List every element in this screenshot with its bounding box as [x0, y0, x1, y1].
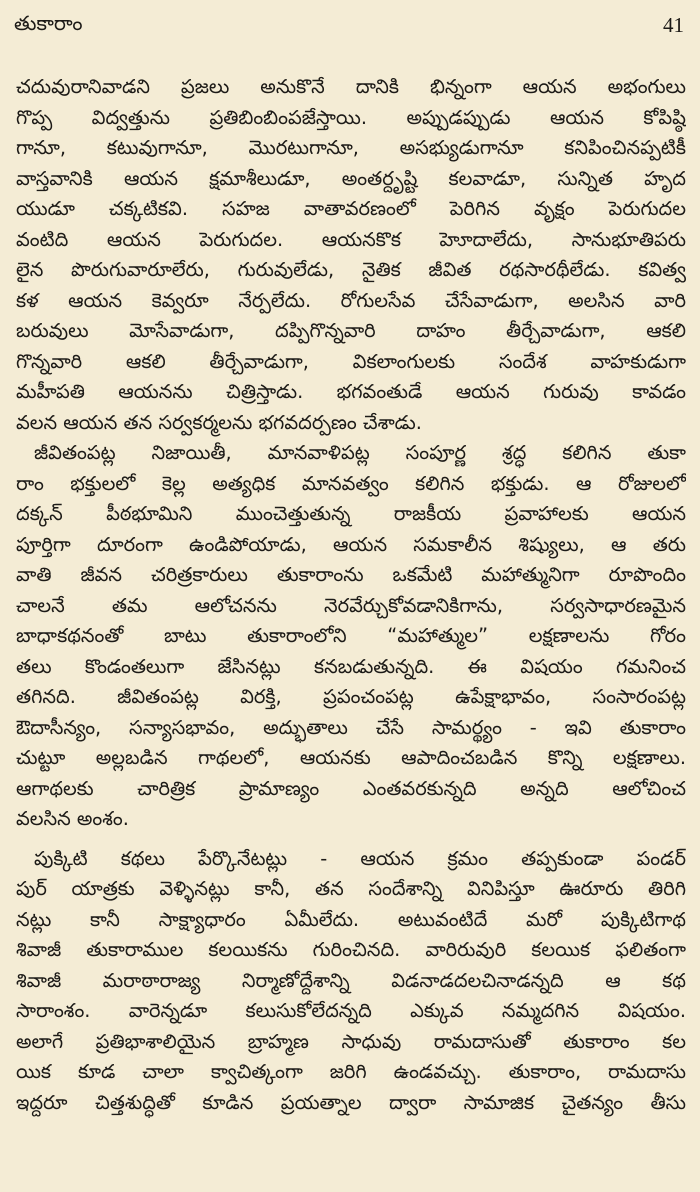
text-line: నట్లు కానీ సాక్ష్యాధారం ఏమీలేదు. అటువంటిదే మరో పుక్కిటిగాథ — [16, 907, 686, 931]
text-line: చదువురానివాడని ప్రజలు అనుకొనే దానికి భిన్నంగా ఆయన అభంగులు — [16, 75, 686, 98]
paragraph — [16, 438, 686, 835]
text-line: వలన ఆయన తన సర్వకర్మలను భగవదర్పణం చేశాడు. — [16, 410, 422, 434]
text-line: బాధాకథనంతో బాటు తుకారాంలోని “మహాత్ముల” లక్షణాలను గోరం — [16, 624, 686, 647]
text-line: శివాజీ తుకారాముల కలయికను గురించినది. వారిరువురి కలయిక ఫలితంగా — [16, 938, 686, 961]
text-line: చాలనే తమ ఆలోచనను నెరవేర్చుకోవడానికిగాను, సర్వసాధారణమైన — [16, 593, 686, 617]
text-line: జీవితంపట్ల నిజాయితీ, మానవాళిపట్ల సంపూర్ణ శ్రద్ధ కలిగిన తుకా — [34, 441, 686, 464]
text-line: వంటిది ఆయన పెరుగుదల. ఆయనకొక హెూదాలేదు, సానుభూతిపరు — [16, 227, 686, 251]
text-line: లైన పొరుగువారూలేరు, గురువులేడు, నైతిక జీవిత రథసారథీలేడు. కవిత్వ — [16, 258, 686, 281]
text-line: ఔదాసీన్యం, సన్యాసభావం, అద్భుతాలు చేసే సామర్థ్యం - ఇవి తుకారాం — [16, 715, 686, 739]
text-line: గానూ, కటువుగానూ, మొరటుగానూ, అసభ్యుడుగానూ కనిపించినప్పటికీ — [16, 136, 686, 159]
text-line: వాస్తవానికి ఆయన క్షమాశీలుడూ, అంతర్దృష్టి కలవాడూ, సున్నిత హృద — [16, 166, 686, 190]
text-line: కళ ఆయన కెవ్వరూ నేర్పలేదు. రోగులసేవ చేసేవాడుగా, అలసిన వారి — [16, 288, 686, 312]
page-number: 41 — [663, 12, 684, 37]
text-line: ఆగాథలకు చారిత్రిక ప్రామాణ్యం ఎంతవరకున్నది అన్నది ఆలోచించ — [16, 776, 686, 800]
text-line: యుడూ చక్కటికవి. సహజ వాతావరణంలో పెరిగిన వృక్షం పెరుగుదల — [16, 197, 686, 220]
text-line: మహీపతి ఆయనను చిత్రిస్తాడు. భగవంతుడే ఆయన గురువు కావడం — [16, 380, 686, 403]
text-line: బరువులు మోసేవాడుగా, దప్పిగొన్నవారి దాహం తీర్చేవాడుగా, ఆకలి — [16, 319, 686, 342]
body-text — [16, 72, 686, 1118]
text-line: తగినది. జీవితంపట్ల విరక్తి, ప్రపంచంపట్ల ఉపేక్షాభావం, సంసారంపట్ల — [16, 685, 686, 708]
text-line: పుక్కిటి కథలు పేర్కొనేటట్లు - ఆయన క్రమం తప్పకుండా పండర్ — [34, 846, 686, 870]
running-title: తుకారాం — [14, 10, 83, 35]
text-line: సారాంశం. వారెన్నడూ కలుసుకోలేదన్నది ఎక్కువ నమ్మదగిన విషయం. — [16, 999, 686, 1022]
text-line: రాం భక్తులలో కెల్ల అత్యధిక మానవత్వం కలిగిన భక్తుడు. ఆ రోజులలో — [16, 471, 686, 495]
text-line: పూర్తిగా దూరంగా ఉండిపోయాడు, ఆయన సమకాలీన శిష్యులు, ఆ తరు — [16, 532, 686, 556]
text-line: శివాజీ మరాఠారాజ్య నిర్మాణోద్దేశాన్ని విడనాడదలచినాడన్నది ఆ కథ — [16, 968, 686, 992]
paragraph — [16, 72, 686, 438]
text-line: యిక కూడ చాలా క్వాచిత్కంగా జరిగి ఉండవచ్చు. తుకారాం, రామదాసు — [16, 1060, 686, 1083]
page-header — [14, 8, 684, 42]
text-line: ఇద్దరూ చిత్తశుద్ధితో కూడిన ప్రయత్నాల ద్వారా సామాజిక చైతన్యం తీసు — [16, 1090, 686, 1114]
text-line: పుర్ యాత్రకు వెళ్ళినట్లు కానీ, తన సందేశాన్ని వినిపిస్తూ ఊరూరు తిరిగి — [16, 877, 686, 900]
text-line: వాతి జీవన చరిత్రకారులు తుకారాంను ఒకమేటి మహాత్మునిగా రూపొందిం — [16, 563, 686, 586]
text-line: గొన్నవారి ఆకలి తీర్చేవాడుగా, వికలాంగులకు సందేశ వాహకుడుగా — [16, 349, 686, 373]
paragraph — [16, 844, 686, 1119]
text-line: గొప్ప విద్వత్తును ప్రతిబింబింపజేస్తాయి. అప్పుడప్పుడు ఆయన కోపిష్ఠి — [16, 105, 686, 129]
paragraph-gap — [16, 835, 686, 844]
text-line: అలాగే ప్రతిభాశాలియైన బ్రాహ్మణ సాధువు రామదాసుతో తుకారాం కల — [16, 1029, 686, 1053]
text-line: తలు కొండంతలుగా జేసినట్లు కనబడుతున్నది. ఈ విషయం గమనించ — [16, 654, 686, 678]
text-line: వలసిన అంశం. — [16, 807, 129, 830]
text-line: చుట్టూ అల్లబడిన గాథలలో, ఆయనకు ఆపాదించబడిన కొన్ని లక్షణాలు. — [16, 746, 686, 769]
text-line: దక్కన్ పీఠభూమిని ముంచెత్తుతున్న రాజకీయ ప్రవాహాలకు ఆయన — [16, 502, 686, 525]
